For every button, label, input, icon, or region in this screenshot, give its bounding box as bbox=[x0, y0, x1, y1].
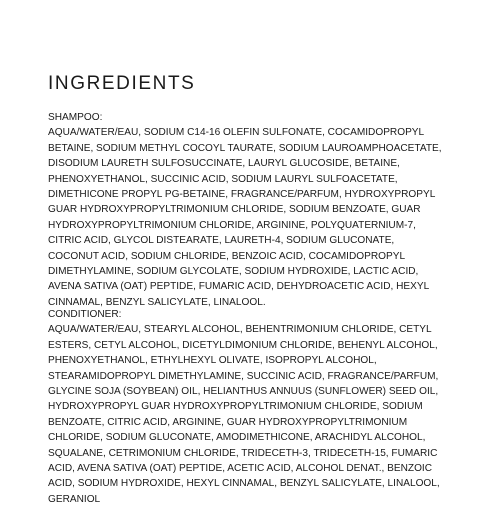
ingredient-line: BETAINE, SODIUM METHYL COCOYL TAURATE, SODIUM LAUROAMPHOACETATE, bbox=[48, 142, 442, 154]
shampoo-section bbox=[48, 110, 468, 310]
ingredient-line: PHENOXYETHANOL, ETHYLHEXYL OLIVATE, ISOPROPYL ALCOHOL, bbox=[48, 355, 377, 367]
ingredient-line: AQUA/WATER/EAU, SODIUM C14-16 OLEFIN SULFONATE, COCAMIDOPROPYL bbox=[48, 127, 425, 139]
ingredient-line: GERANIOL bbox=[48, 493, 101, 505]
ingredient-line: COCONUT ACID, SODIUM CHLORIDE, BENZOIC ACID, COCAMIDOPROPYL bbox=[48, 250, 406, 262]
ingredient-line: ESTERS, CETYL ALCOHOL, DICETYLDIMONIUM CHLORIDE, BEHENYL ALCOHOL, bbox=[48, 339, 438, 351]
ingredient-line: CINNAMAL, BENZYL SALICYLATE, LINALOOL. bbox=[48, 296, 266, 308]
ingredient-line: AQUA/WATER/EAU, STEARYL ALCOHOL, BEHENTRIMONIUM CHLORIDE, CETYL bbox=[48, 324, 432, 336]
ingredient-line: STEARAMIDOPROPYL DIMETHYLAMINE, SUCCINIC ACID, FRAGRANCE/PARFUM, bbox=[48, 370, 439, 382]
ingredient-line: GUAR HYDROXYPROPYLTRIMONIUM CHLORIDE, SODIUM BENZOATE, GUAR bbox=[48, 204, 421, 216]
shampoo-ingredient-list bbox=[48, 125, 468, 310]
page-title: INGREDIENTS bbox=[48, 73, 196, 94]
ingredient-line: DIMETHYLAMINE, SODIUM GLYCOLATE, SODIUM HYDROXIDE, LACTIC ACID, bbox=[48, 265, 419, 277]
ingredient-line: DIMETHICONE PROPYL PG-BETAINE, FRAGRANCE/PARFUM, HYDROXYPROPYL bbox=[48, 188, 436, 200]
ingredient-line: HYDROXYPROPYLTRIMONIUM CHLORIDE, ARGININE, POLYQUATERNIUM-7, bbox=[48, 219, 416, 231]
ingredient-line: ACID, SODIUM HYDROXIDE, HEXYL CINNAMAL, BENZYL SALICYLATE, LINALOOL, bbox=[48, 478, 440, 490]
ingredient-line: CHLORIDE, SODIUM GLUCONATE, AMODIMETHICONE, ARACHIDYL ALCOHOL, bbox=[48, 432, 426, 444]
ingredient-line: BENZOATE, CITRIC ACID, ARGININE, GUAR HYDROXYPROPYLTRIMONIUM bbox=[48, 416, 408, 428]
ingredient-line: HYDROXYPROPYL GUAR HYDROXYPROPYLTRIMONIUM CHLORIDE, SODIUM bbox=[48, 401, 423, 413]
shampoo-heading: SHAMPOO: bbox=[48, 112, 103, 123]
ingredient-line: SQUALANE, CETRIMONIUM CHLORIDE, TRIDECETH-3, TRIDECETH-15, FUMARIC bbox=[48, 447, 438, 459]
conditioner-heading: CONDITIONER: bbox=[48, 309, 122, 320]
conditioner-section bbox=[48, 307, 468, 507]
ingredient-line: GLYCINE SOJA (SOYBEAN) OIL, HELIANTHUS ANNUUS (SUNFLOWER) SEED OIL, bbox=[48, 385, 439, 397]
ingredient-line: PHENOXYETHANOL, SUCCINIC ACID, SODIUM LAURYL SULFOACETATE, bbox=[48, 173, 398, 185]
ingredient-line: AVENA SATIVA (OAT) PEPTIDE, FUMARIC ACID, DEHYDROACETIC ACID, HEXYL bbox=[48, 281, 430, 293]
ingredient-line: CITRIC ACID, GLYCOL DISTEARATE, LAURETH-4, SODIUM GLUCONATE, bbox=[48, 235, 395, 247]
ingredients-document bbox=[48, 0, 468, 505]
ingredient-line: ACID, AVENA SATIVA (OAT) PEPTIDE, ACETIC ACID, ALCOHOL DENAT., BENZOIC bbox=[48, 462, 433, 474]
conditioner-ingredient-list bbox=[48, 322, 468, 507]
ingredient-line: DISODIUM LAURETH SULFOSUCCINATE, LAURYL GLUCOSIDE, BETAINE, bbox=[48, 158, 400, 170]
